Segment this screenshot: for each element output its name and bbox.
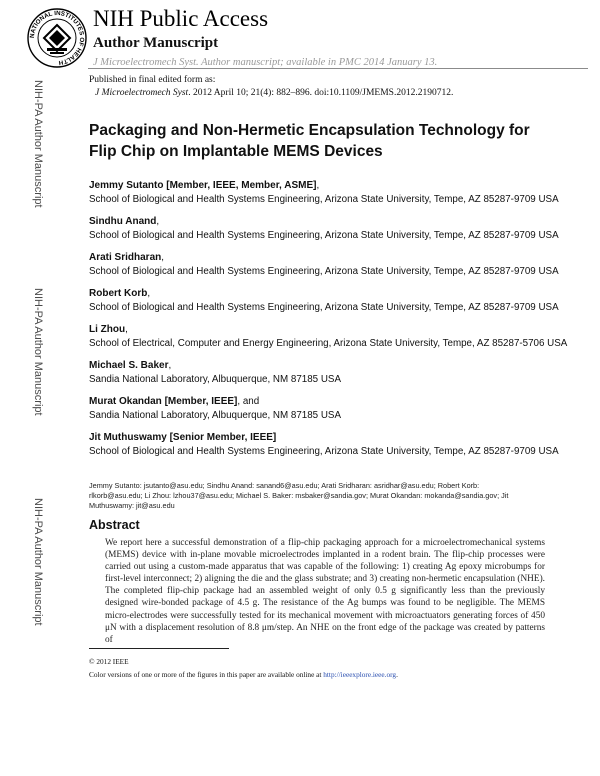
side-label-bottom: NIH-PA Author Manuscript: [32, 498, 44, 626]
published-label: Published in final edited form as:: [89, 75, 216, 85]
author-name: Li Zhou: [89, 324, 126, 335]
author-entry: Murat Okandan [Member, IEEE], and Sandia National Laboratory, Albuquerque, NM 87185 USA: [89, 391, 569, 422]
author-entry: Sindhu Anand, School of Biological and Health Systems Engineering, Arizona State University, Tempe, AZ 85287-9709 USA: [89, 211, 569, 242]
author-entry: Jemmy Sutanto [Member, IEEE, Member, ASME], School of Biological and Health Systems Engineering, Arizona State University, Tempe, AZ 85287-9709 USA: [89, 175, 569, 206]
copyright: © 2012 IEEE: [89, 657, 129, 666]
author-list: [89, 175, 569, 463]
author-emails: Jemmy Sutanto: jsutanto@asu.edu; Sindhu Anand: sanand6@asu.edu; Arati Sridharan: asridhar@asu.edu; Robert Korb: rlkorb@asu.edu; Li Zhou: lzhou37@asu.edu; Michael S. Baker: msbaker@sandia.gov; Murat Okandan: mokanda@sandia.gov; Jit Muthuswamy: jit@asu.edu: [89, 481, 509, 510]
author-name: Murat Okandan [Member, IEEE]: [89, 396, 238, 407]
citation: [95, 87, 453, 99]
author-name: Jit Muthuswamy [Senior Member, IEEE]: [89, 432, 277, 443]
abstract-text: We report here a successful demonstration of a flip-chip packaging approach for a microelectromechanical systems (MEMS) device with in-plane movable microelectrodes implanted in a rodent brain. The flip-chip processes were carried out using a custom-made apparatus that was capable of the following: 1) creating Ag epoxy microbumps for first-level interconnect; 2) aligning the die and the glass substrate; and 3) creating non-hermetic encapsulation (NHE). The completed flip-chip package had an assembled weight of only 0.5 g significantly less than the previously designed wire-bonded package of 4.5 g. The resistance of the Ag bumps was found to be negligible. The MEMS micro-electrodes were successfully tested for its mechanical movement with microactuators generating forces of 450 μN with a displacement resolution of 8.8 μm/step. An NHE on the front edge of the package was created by patterns of: [105, 538, 545, 645]
author-name: Jemmy Sutanto [Member, IEEE, Member, ASME]: [89, 180, 317, 191]
author-name: Arati Sridharan: [89, 252, 162, 263]
abstract-heading: Abstract: [89, 518, 140, 532]
color-note: Color versions of one or more of the figures in this paper are available online at http://ieeexplore.ieee.org.: [89, 670, 398, 679]
side-label-middle: NIH-PA Author Manuscript: [32, 288, 44, 416]
author-name: Robert Korb: [89, 288, 148, 299]
manuscript-type: Author Manuscript: [93, 35, 219, 51]
author-affiliation: School of Biological and Health Systems Engineering, Arizona State University, Tempe, AZ 85287-9709 USA: [89, 446, 559, 457]
author-entry: Li Zhou, School of Electrical, Computer and Energy Engineering, Arizona State University, Tempe, AZ 85287-5706 USA: [89, 324, 568, 349]
author-entry: Robert Korb, School of Biological and Health Systems Engineering, Arizona State University, Tempe, AZ 85287-9709 USA: [89, 283, 569, 314]
nih-logo: [26, 7, 88, 69]
paper-title: Packaging and Non-Hermetic Encapsulation Technology for Flip Chip on Implantable MEMS Devices: [89, 122, 530, 160]
author-entry: Arati Sridharan, School of Biological and Health Systems Engineering, Arizona State University, Tempe, AZ 85287-9709 USA: [89, 247, 569, 278]
side-label-top: NIH-PA Author Manuscript: [32, 80, 44, 208]
author-name: Michael S. Baker: [89, 360, 169, 371]
author-affiliation: School of Biological and Health Systems Engineering, Arizona State University, Tempe, AZ 85287-9709 USA: [89, 302, 559, 313]
citation-details: . 2012 April 10; 21(4): 882–896. doi:10.1109/JMEMS.2012.2190712.: [188, 88, 454, 98]
author-entry: [89, 427, 569, 458]
header-divider: [88, 68, 588, 69]
author-affiliation: School of Biological and Health Systems Engineering, Arizona State University, Tempe, AZ 85287-9709 USA: [89, 230, 559, 241]
author-affiliation: School of Biological and Health Systems Engineering, Arizona State University, Tempe, AZ 85287-9709 USA: [89, 266, 559, 277]
author-affiliation: School of Biological and Health Systems Engineering, Arizona State University, Tempe, AZ 85287-9709 USA: [89, 194, 559, 205]
author-affiliation: School of Electrical, Computer and Energy Engineering, Arizona State University, Tempe, AZ 85287-5706 USA: [89, 338, 568, 349]
author-name: Sindhu Anand: [89, 216, 157, 227]
author-affiliation: Sandia National Laboratory, Albuquerque, NM 87185 USA: [89, 374, 341, 385]
manuscript-note: J Microelectromech Syst. Author manuscript; available in PMC 2014 January 13.: [93, 57, 438, 68]
author-entry: Michael S. Baker, Sandia National Laboratory, Albuquerque, NM 87185 USA: [89, 355, 569, 386]
journal-name: J Microelectromech Syst: [95, 88, 189, 98]
footnote-divider: [89, 648, 229, 649]
author-affiliation: Sandia National Laboratory, Albuquerque, NM 87185 USA: [89, 410, 341, 421]
publisher-title: NIH Public Access: [93, 6, 269, 31]
ieee-link[interactable]: http://ieeexplore.ieee.org: [323, 670, 397, 679]
logo-text: NATIONAL INSTITUTES OF HEALTH: [28, 9, 86, 66]
